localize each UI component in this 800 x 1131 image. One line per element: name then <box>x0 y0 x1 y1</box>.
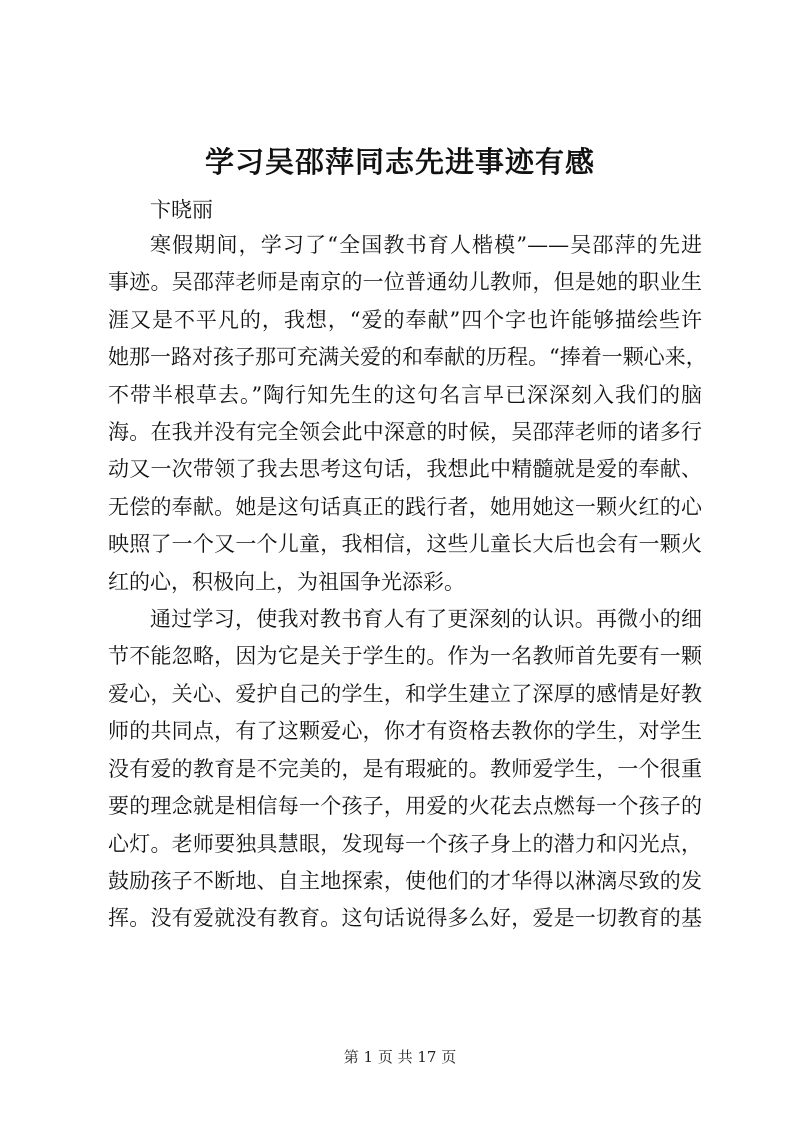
paragraph-line: 映照了一个又一个儿童，我相信，这些儿童长大后也会有一颗火 <box>108 532 702 557</box>
paragraph-line: 没有爱的教育是不完美的，是有瑕疵的。教师爱学生，一个很重 <box>108 756 702 781</box>
paragraph-line: 海。在我并没有完全领会此中深意的时候，吴邵萍老师的诸多行 <box>108 420 702 445</box>
paragraph-line: 心灯。老师要独具慧眼，发现每一个孩子身上的潜力和闪光点， <box>108 831 702 856</box>
paragraph-2 <box>108 601 702 938</box>
paragraph-line: 通过学习，使我对教书育人有了更深刻的认识。再微小的细 <box>150 607 702 632</box>
paragraph-line: 她那一路对孩子那可充满关爱的和奉献的历程。“捧着一颗心来， <box>108 345 707 370</box>
paragraph-line: 鼓励孩子不断地、自主地探索，使他们的才华得以淋漓尽致的发 <box>108 868 702 893</box>
paragraph-line: 红的心，积极向上，为祖国争光添彩。 <box>108 569 465 594</box>
paragraph-line: 涯又是不平凡的，我想，“爱的奉献”四个字也许能够描绘些许 <box>108 307 702 332</box>
paragraph-line: 无偿的奉献。她是这句话真正的践行者，她用她这一颗火红的心 <box>108 494 702 519</box>
paragraph-line: 寒假期间，学习了“全国教书育人楷模”——吴邵萍的先进 <box>150 233 702 257</box>
author-name: 卞晓丽 <box>150 198 213 222</box>
paragraph-line: 事迹。吴邵萍老师是南京的一位普通幼儿教师，但是她的职业生 <box>108 270 702 295</box>
paragraph-line: 爱心，关心、爱护自己的学生，和学生建立了深厚的感情是好教 <box>108 681 702 706</box>
paragraph-line: 动又一次带领了我去思考这句话，我想此中精髓就是爱的奉献、 <box>108 457 702 482</box>
paragraph-line: 挥。没有爱就没有教育。这句话说得多么好，爱是一切教育的基 <box>108 906 702 931</box>
page-number-footer: 第 1 页 共 17 页 <box>343 1048 457 1066</box>
paragraph-line: 不带半根草去。”陶行知先生的这句名言早已深深刻入我们的脑 <box>108 382 702 407</box>
paragraph-line: 要的理念就是相信每一个孩子，用爱的火花去点燃每一个孩子的 <box>108 794 702 819</box>
paragraph-line: 节不能忽略，因为它是关于学生的。作为一名教师首先要有一颗 <box>108 644 702 669</box>
paragraph-1 <box>108 227 707 601</box>
document-body <box>108 227 707 938</box>
document-title: 学习吴邵萍同志先进事迹有感 <box>204 145 595 179</box>
paragraph-line: 师的共同点，有了这颗爱心，你才有资格去教你的学生，对学生 <box>108 719 702 744</box>
